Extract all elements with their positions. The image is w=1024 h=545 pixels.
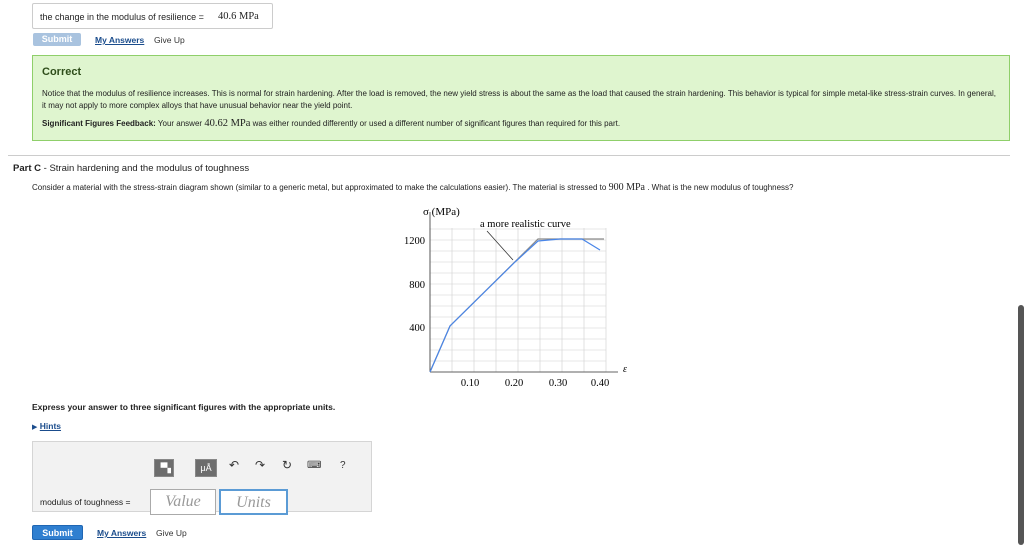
feedback-title: Correct xyxy=(42,66,82,78)
curve-annotation: a more realistic curve xyxy=(480,219,571,230)
realistic-curve xyxy=(430,239,600,372)
correct-feedback-box xyxy=(32,55,1010,141)
previous-answer-label: the change in the modulus of resilience = xyxy=(40,12,204,22)
hints-link[interactable]: Hints xyxy=(39,421,62,431)
instructions: Express your answer to three significant figures with the appropriate units. xyxy=(32,402,336,412)
previous-give-up-link[interactable]: Give Up xyxy=(154,35,185,45)
redo-icon[interactable]: ↷ xyxy=(255,458,266,472)
template-icon[interactable]: ▝▚ xyxy=(154,459,174,477)
sig-fig-feedback xyxy=(42,118,620,129)
y-tick-800: 800 xyxy=(409,280,425,291)
previous-answer-value: 40.6 MPa xyxy=(218,11,259,22)
previous-answer-box xyxy=(32,3,273,29)
part-c-header xyxy=(13,163,249,174)
question-text-2: . What is the new modulus of toughness? xyxy=(647,183,794,192)
x-tick-0.40: 0.40 xyxy=(590,378,610,389)
part-c-question xyxy=(32,182,794,193)
keyboard-icon[interactable]: ⌨ xyxy=(307,460,322,471)
question-text-1: Consider a material with the stress-strain diagram shown (similar to a generic metal, but approximated to make the calculations easier). The material is stressed to xyxy=(32,183,607,192)
previous-submit-button[interactable]: Submit xyxy=(33,33,81,46)
answer-label: modulus of toughness = xyxy=(40,497,131,507)
diagram-grid xyxy=(430,228,606,372)
my-answers-link[interactable]: My Answers xyxy=(97,528,147,538)
expand-triangle-icon: ▶ xyxy=(32,424,38,431)
undo-icon[interactable]: ↶ xyxy=(229,458,240,472)
sig-fig-value: 40.62 MPa xyxy=(204,118,251,129)
submit-button[interactable]: Submit xyxy=(32,525,83,540)
x-tick-0.20: 0.20 xyxy=(504,378,524,389)
give-up-link[interactable]: Give Up xyxy=(156,528,187,538)
question-value: 900 MPa xyxy=(608,182,645,193)
reset-icon[interactable]: ↻ xyxy=(282,458,293,472)
part-c-title: Strain hardening and the modulus of toughness xyxy=(49,163,250,174)
divider xyxy=(8,155,1010,156)
help-icon[interactable]: ? xyxy=(340,460,346,471)
approximate-curve xyxy=(430,239,604,372)
units-input[interactable]: Units xyxy=(219,489,288,515)
x-tick-0.10: 0.10 xyxy=(460,378,480,389)
y-tick-400: 400 xyxy=(409,323,425,334)
x-tick-0.30: 0.30 xyxy=(548,378,568,389)
sig-fig-label: Significant Figures Feedback: xyxy=(42,119,156,128)
part-c-label: Part C xyxy=(13,163,41,174)
scrollbar[interactable] xyxy=(1018,305,1024,545)
x-axis-label: ε xyxy=(623,364,627,375)
sig-fig-text-1: Your answer xyxy=(157,119,203,128)
y-axis-label: σ (MPa) xyxy=(423,206,460,218)
units-button[interactable]: μÅ xyxy=(195,459,217,477)
y-tick-1200: 1200 xyxy=(404,236,425,247)
feedback-body: Notice that the modulus of resilience increases. This is normal for strain hardening. After the load is removed, the new yield stress is about the same as the load that caused the strain hardening. This behavior is typical for simple metal-like stress-strain curves. In general, it may not apply to more complex alloys that have unusual behavior near the yield point. xyxy=(42,89,996,110)
annotation-pointer xyxy=(487,231,513,260)
hints-toggle[interactable] xyxy=(32,421,61,431)
value-input[interactable]: Value xyxy=(150,489,216,515)
part-c-dash: - xyxy=(43,163,50,174)
sig-fig-text-2: was either rounded differently or used a different number of significant figures than required for this part. xyxy=(252,119,621,128)
stress-strain-diagram xyxy=(380,200,640,395)
previous-my-answers-link[interactable]: My Answers xyxy=(95,35,145,45)
answer-panel xyxy=(32,441,372,512)
